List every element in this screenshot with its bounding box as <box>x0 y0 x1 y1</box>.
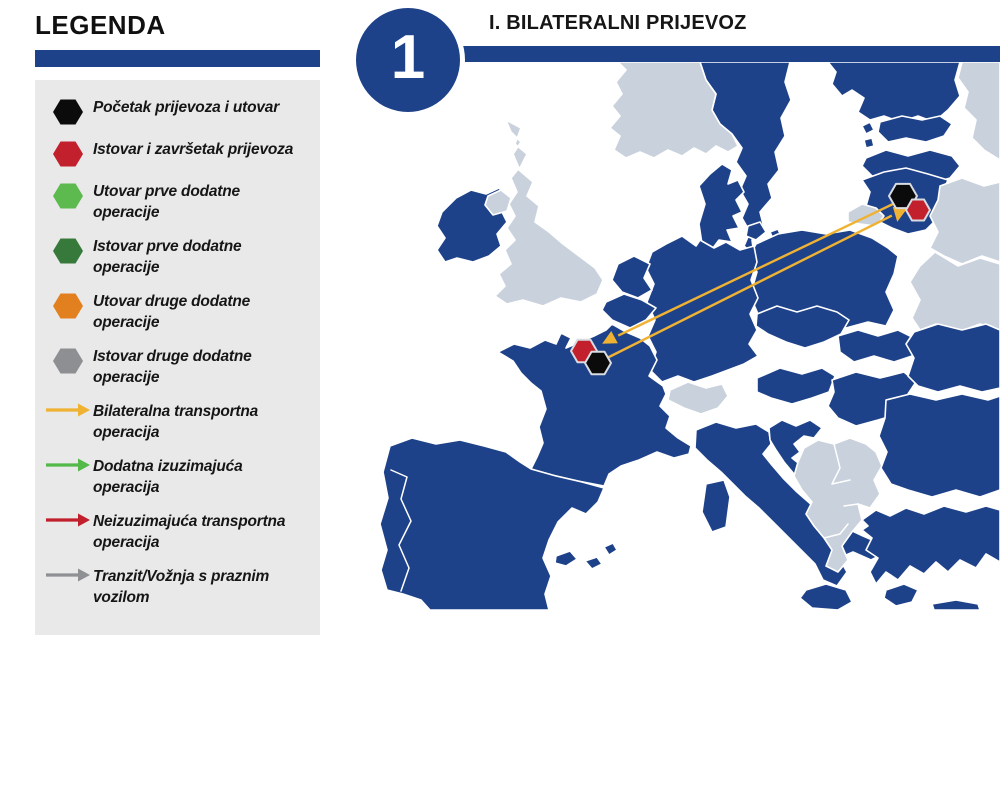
loading-first-additional-icon-cell <box>43 181 93 210</box>
country-czechia <box>756 306 849 348</box>
legend-item-unloading-first-additional <box>43 236 312 278</box>
step-number: 1 <box>390 23 426 92</box>
country-austria <box>757 368 835 404</box>
loading-second-additional-icon-cell <box>43 291 93 320</box>
non-exempting-transport-operation-icon-cell <box>43 511 93 528</box>
step-number-badge <box>356 8 460 112</box>
legend-item-label: Utovar druge dodatne operacije <box>93 293 251 331</box>
country-germany <box>646 236 758 382</box>
country-sardinia <box>702 480 730 532</box>
country-romania <box>906 324 1000 392</box>
country-finland <box>828 62 960 122</box>
legend-item-label: Utovar prve dodatne operacije <box>93 183 240 221</box>
legend-item-label: Istovar druge dodatne operacije <box>93 348 252 386</box>
map-countries <box>380 62 1000 610</box>
legend-panel <box>35 80 320 635</box>
country-estonia <box>878 116 952 142</box>
legend-item-unloading-and-end <box>43 139 312 168</box>
legend-item-label: Dodatna izuzimajuća operacija <box>93 458 243 496</box>
legend-item-label: Istovar i završetak prijevoza <box>93 141 294 158</box>
legend-item-label: Početak prijevoza i utovar <box>93 99 280 116</box>
country-balearic-islands <box>555 543 617 569</box>
section-title-bar <box>436 46 1000 62</box>
legend-item-transit-empty-run <box>43 566 312 608</box>
unloading-and-end-hexagon-icon <box>52 140 84 168</box>
france-start-loading-marker <box>585 352 611 375</box>
unloading-first-additional-hexagon-icon <box>52 237 84 265</box>
country-ukraine <box>910 252 1000 332</box>
legend-item-bilateral-transport-operation <box>43 401 312 443</box>
legend-title-bar <box>35 50 320 67</box>
bilateral-transport-operation-icon-cell <box>43 401 93 418</box>
non-exempting-transport-operation-arrow-icon <box>45 512 91 528</box>
unloading-and-end-icon-cell <box>43 139 93 168</box>
country-crete <box>932 600 980 610</box>
country-bulgaria <box>879 394 1000 497</box>
section-title: I. BILATERALNI PRIJEVOZ <box>489 12 747 34</box>
start-and-loading-hexagon-icon <box>52 98 84 126</box>
bilateral-transport-operation-arrow-icon <box>45 402 91 418</box>
unloading-first-additional-icon-cell <box>43 236 93 265</box>
country-denmark <box>699 164 744 248</box>
country-greece <box>862 506 1000 584</box>
country-netherlands <box>612 256 652 298</box>
additional-exempting-operation-arrow-icon <box>45 457 91 473</box>
lithuania-unloading-end-marker <box>906 200 930 221</box>
legend <box>35 10 320 635</box>
start-and-loading-icon-cell <box>43 97 93 126</box>
transit-empty-run-icon-cell <box>43 566 93 583</box>
legend-item-unloading-second-additional <box>43 346 312 388</box>
country-sicily <box>800 584 852 610</box>
country-belarus <box>930 178 1000 264</box>
country-russia <box>958 62 1000 160</box>
legend-item-start-and-loading <box>43 97 312 126</box>
loading-first-additional-hexagon-icon <box>52 182 84 210</box>
europe-map <box>360 62 1000 610</box>
country-united-kingdom <box>495 120 603 306</box>
country-estonia-islands <box>862 122 874 148</box>
country-greece-peloponnese <box>884 584 918 606</box>
country-switzerland <box>668 382 728 414</box>
legend-item-additional-exempting-operation <box>43 456 312 498</box>
loading-second-additional-hexagon-icon <box>52 292 84 320</box>
legend-item-label: Neizuzimajuća transportna operacija <box>93 513 286 551</box>
legend-item-non-exempting-transport-operation <box>43 511 312 553</box>
unloading-second-additional-hexagon-icon <box>52 347 84 375</box>
transit-empty-run-arrow-icon <box>45 567 91 583</box>
additional-exempting-operation-icon-cell <box>43 456 93 473</box>
legend-item-loading-second-additional <box>43 291 312 333</box>
legend-title: LEGENDA <box>35 10 166 40</box>
legend-item-label: Bilateralna transportna operacija <box>93 403 259 441</box>
legend-item-label: Tranzit/Vožnja s praznim vozilom <box>93 568 270 606</box>
legend-item-label: Istovar prve dodatne operacije <box>93 238 242 276</box>
legend-item-loading-first-additional <box>43 181 312 223</box>
unloading-second-additional-icon-cell <box>43 346 93 375</box>
